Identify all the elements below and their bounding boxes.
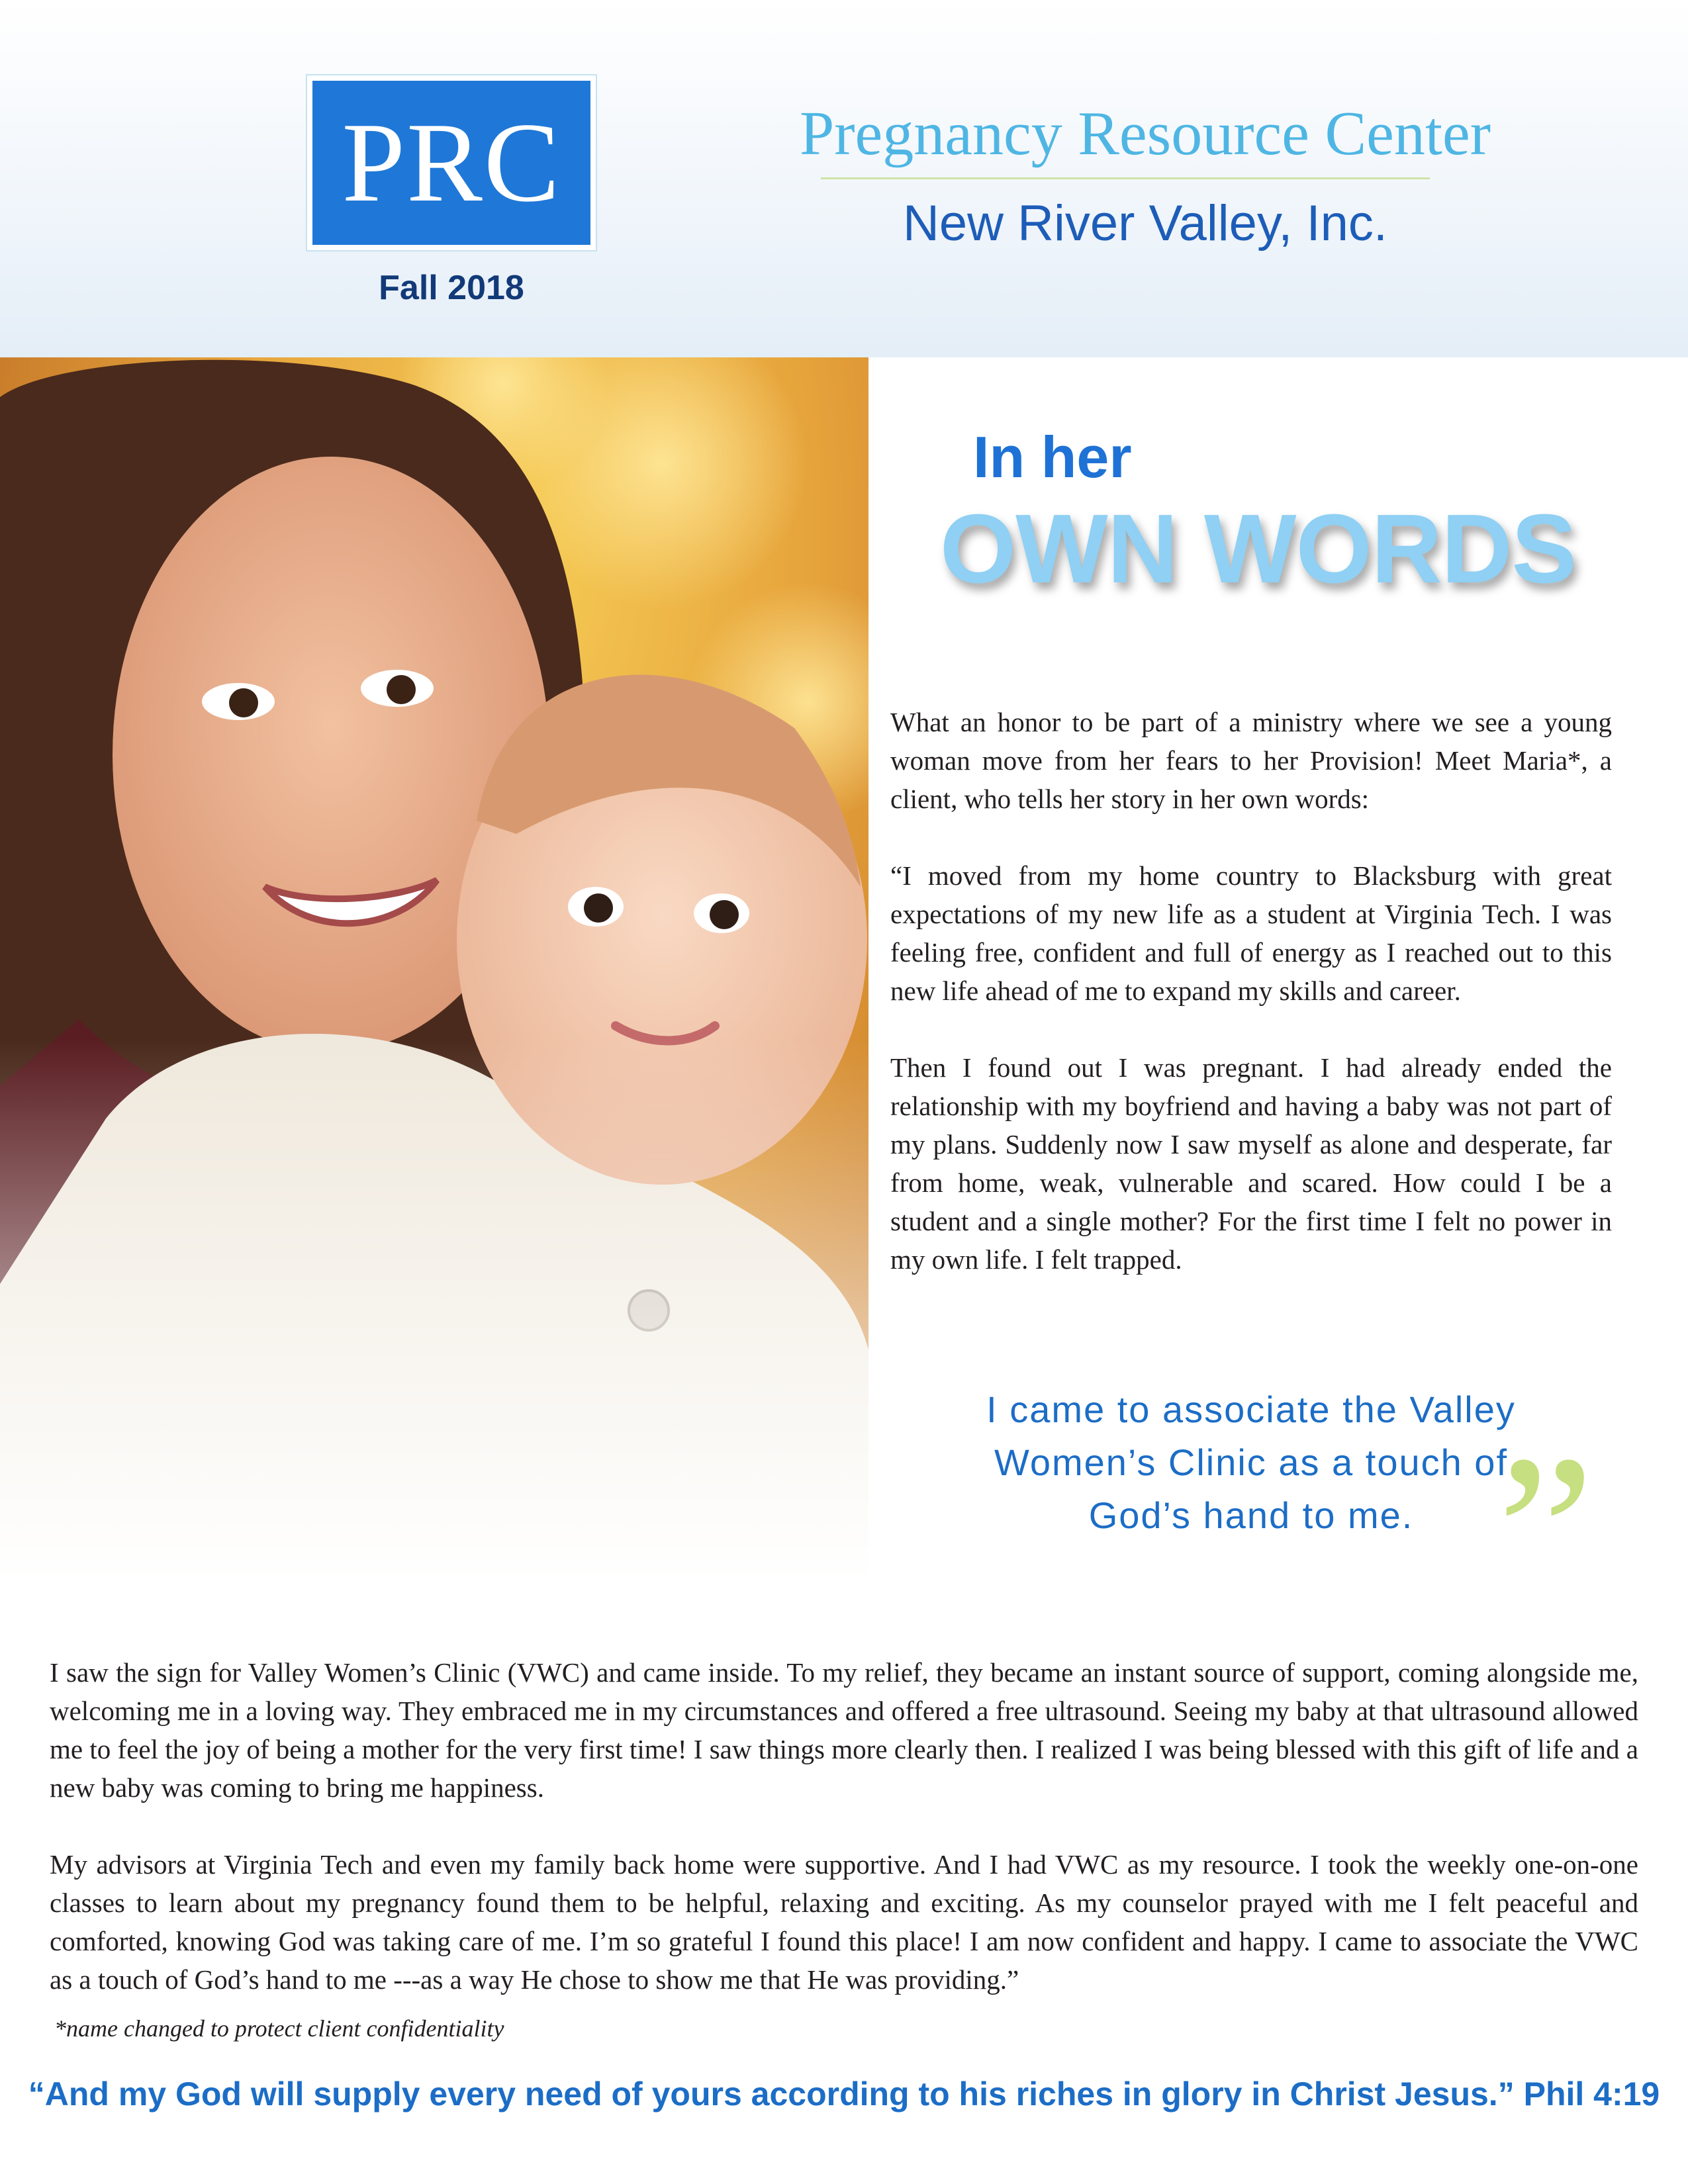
- scripture-verse: “And my God will supply every need of yours according to his riches in glory in Christ Jesus.” Phil 4:19: [28, 2075, 1660, 2113]
- pull-quote-line: Women’s Clinic as a touch of: [994, 1441, 1509, 1483]
- title-divider: [821, 177, 1430, 179]
- org-name: Pregnancy Resource Center: [799, 99, 1491, 168]
- story-paragraph: Then I found out I was pregnant. I had already ended the relationship with my boyfriend and having a baby was not part of my plans. Suddenly now I saw myself as alone and desperate, far from home, weak, vulnerable and scared. How could I be a student and a single mother? For the first time I felt no power in my own life. I felt trapped.: [890, 1052, 1612, 1275]
- issue-date: Fall 2018: [379, 269, 524, 307]
- footnote: *name changed to protect client confidentiality: [54, 2015, 504, 2042]
- story-paragraph: I saw the sign for Valley Women’s Clinic (VWC) and came inside. To my relief, they became an instant source of support, coming alongside me, welcoming me in a loving way. They embraced me in my circumstances and offered a free ultrasound. Seeing my baby at that ultrasound allowed me to feel the joy of being a mother for the very first time! I saw things more clearly then. I realized I was being blessed with this gift of life and a new baby was coming to bring me happiness.: [50, 1657, 1638, 1803]
- org-subtitle: New River Valley, Inc.: [902, 195, 1388, 251]
- logo-text: PRC: [342, 100, 561, 226]
- photo-fade: [0, 1039, 868, 1582]
- mother-baby-photo: [0, 357, 868, 1582]
- story-paragraph: My advisors at Virginia Tech and even my family back home were supportive. And I had VWC as my resource. I took the weekly one-on-one classes to learn about my pregnancy found them to be helpful, relaxing and exciting. As my counselor prayed with me I felt peaceful and comforted, knowing God was taking care of me. I’m so grateful I found this place! I am now confident and happy. I came to associate the VWC as a touch of God’s hand to me ---as a way He chose to show me that He was providing.”: [50, 1849, 1638, 1995]
- intro-paragraph: What an honor to be part of a ministry where we see a young woman move from her fears to her Provision! Meet Maria*, a client, who tells her story in her own words:: [890, 707, 1612, 814]
- pull-quote-line: I came to associate the Valley: [986, 1388, 1516, 1430]
- closing-quote-icon: ”: [1497, 1411, 1595, 1653]
- pull-quote-line: God’s hand to me.: [1088, 1494, 1414, 1536]
- intro-column: [890, 703, 1612, 1317]
- masthead: [0, 0, 1688, 357]
- logo-box: [312, 81, 590, 245]
- headline-line2: OWN WORDS: [940, 494, 1577, 604]
- pull-quote: [900, 1383, 1602, 1542]
- story-paragraph: “I moved from my home country to Blacksburg with great expectations of my new life as a student at Virginia Tech. I was feeling free, confident and full of energy as I reached out to this new life ahead of me to expand my skills and career.: [890, 860, 1612, 1006]
- headline-line1: In her: [973, 424, 1132, 490]
- prc-logo: [306, 74, 597, 251]
- story-body: [50, 1653, 1638, 2037]
